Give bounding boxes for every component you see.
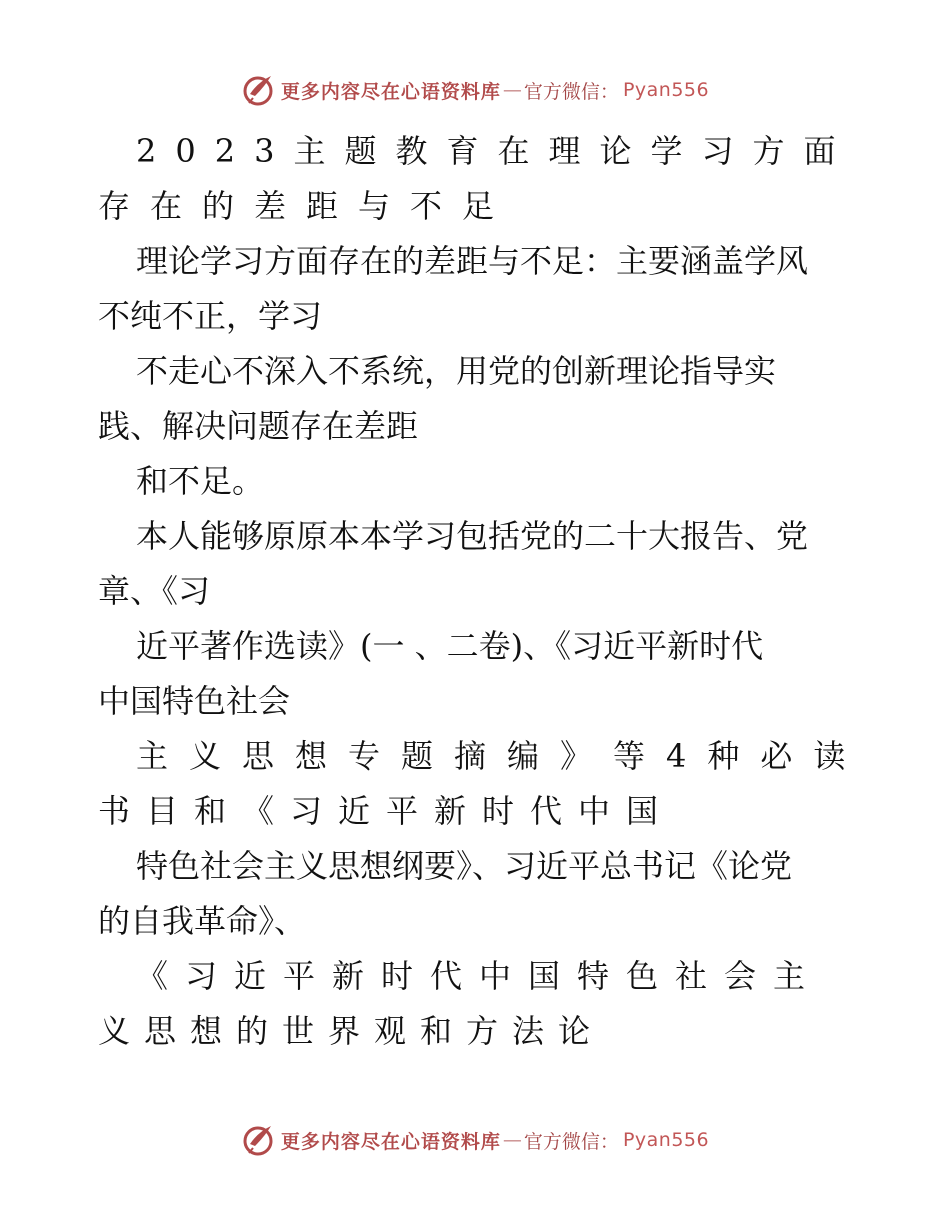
quill-logo-icon	[241, 1122, 277, 1158]
text-line: 践、解决问题存在差距	[98, 407, 419, 445]
text-line: 近平著作选读》(一 、二卷)、《习近平新时代	[136, 627, 764, 665]
text-line-spaced: 书目和《习近平新时代中国	[98, 792, 675, 830]
title-line-2: 存在的差距与不足	[98, 187, 515, 225]
quill-logo-icon	[241, 72, 277, 108]
title-line-1: 2023主题教育在理论学习方面	[136, 132, 855, 170]
text-line: 本人能够原原本本学习包括党的二十大报告、党	[136, 517, 809, 555]
watermark-official-label: 官方微信：	[523, 1130, 619, 1153]
watermark-wechat-id: Pyan556	[622, 1129, 710, 1151]
text-line: 中国特色社会	[98, 682, 291, 720]
document-body	[98, 124, 867, 1059]
text-line: 的自我革命》、	[98, 902, 307, 940]
text-line-spaced: 义思想的世界观和方法论	[98, 1012, 605, 1050]
text-line: 理论学习方面存在的差距与不足：主要涵盖学风	[136, 242, 809, 280]
text-line: 特色社会主义思想纲要》、习近平总书记《论党	[136, 847, 793, 885]
watermark-separator: —	[502, 1129, 522, 1151]
watermark-brand: 更多内容尽在心语资料库	[280, 1130, 501, 1153]
text-line: 不走心不深入不系统，用党的创新理论指导实	[136, 352, 777, 390]
watermark-brand: 更多内容尽在心语资料库	[280, 80, 501, 103]
text-line: 和不足。	[136, 462, 265, 500]
text-line-spaced: 《习近平新时代中国特色社会主	[136, 957, 823, 995]
watermark-separator: —	[502, 79, 522, 101]
text-line-spaced: 主义思想专题摘编》等4种必读	[136, 737, 867, 775]
watermark-official-label: 官方微信：	[523, 80, 619, 103]
text-line: 章、《习	[98, 572, 211, 610]
header-watermark	[0, 68, 950, 112]
text-line: 不纯不正，学习	[98, 297, 323, 335]
watermark-wechat-id: Pyan556	[622, 79, 710, 101]
footer-watermark	[0, 1118, 950, 1162]
